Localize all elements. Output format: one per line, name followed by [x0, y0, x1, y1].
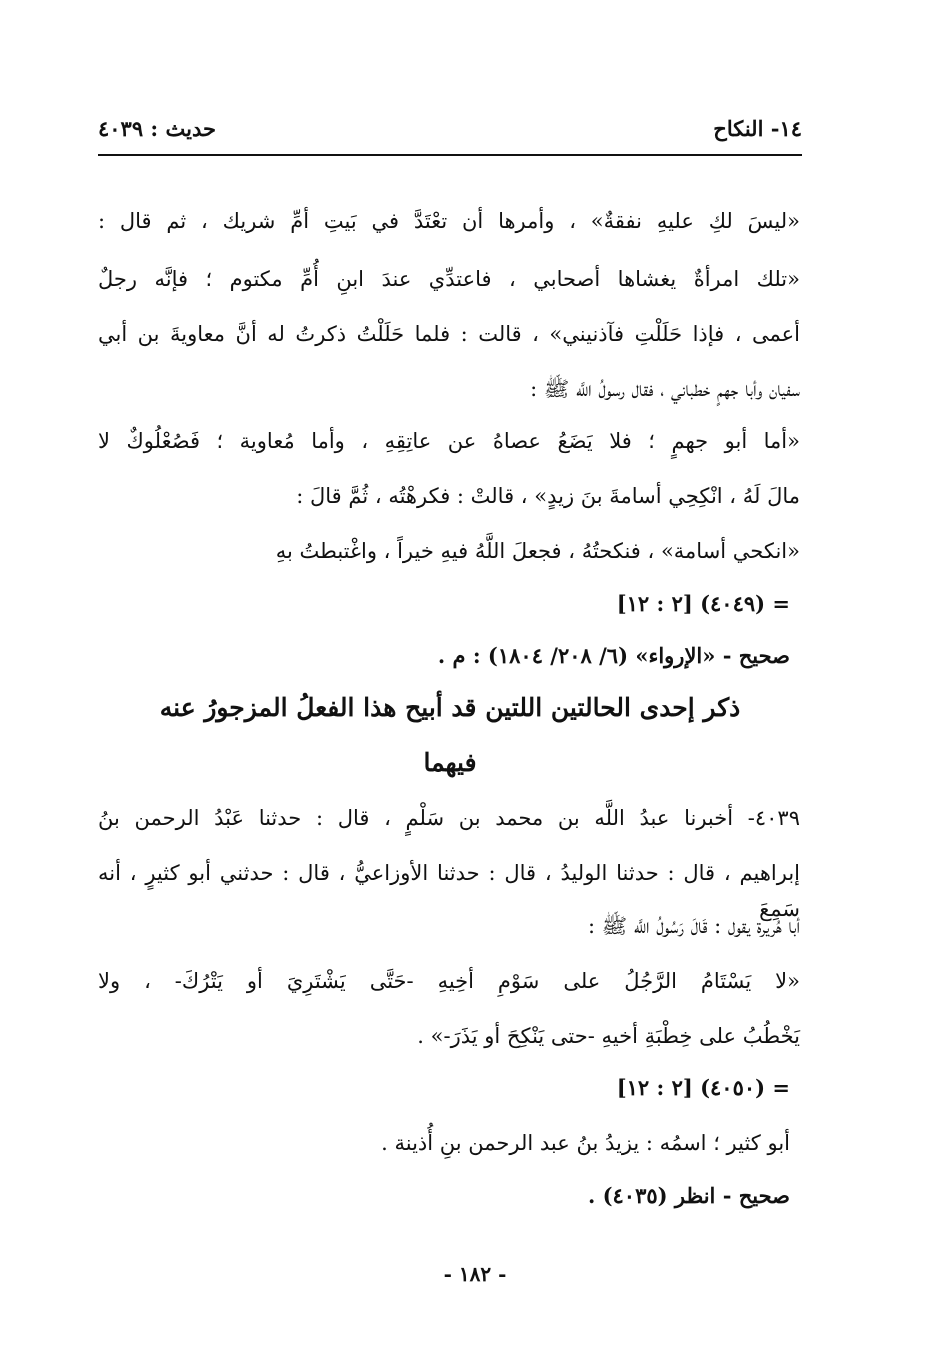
hadith-isnad-line: ٤٠٣٩- أخبرنا عبدُ اللَّه بن محمد بن سَلْمٍ ، قال : حدثنا عَبْدُ الرحمن بنُ	[98, 806, 800, 830]
grading-note: صحيح - انظر (٤٠٣٥) .	[587, 1183, 790, 1208]
hadith-isnad-line: إبراهيم ، قال : حدثنا الوليدُ ، قال : حدثنا الأوزاعيُّ ، قال : حدثني أبو كثيرٍ ، أنه سَمِعَ	[98, 861, 800, 921]
section-heading-continued: فيهما	[423, 748, 477, 777]
grading-note: صحيح - «الإرواء» (٦/ ٢٠٨/ ١٨٠٤) : م .	[437, 643, 790, 668]
text-line: «انكحي أسامة» ، فنكحتُهُ ، فجعلَ اللَّهُ فيهِ خيراً ، واغْتبطتُ بهِ	[275, 539, 800, 563]
hadith-reference: حديث : ٤٠٣٩	[98, 116, 216, 141]
cross-reference: = (٤٠٤٩) [٢ : ١٢]	[616, 591, 790, 616]
text-line: سفيان وأبا جهمٍ خطباني ، فقال رسولُ اللَّه ﷺ :	[530, 377, 800, 401]
hadith-matn-line: يَخْطُبُ على خِطْبَةِ أخيهِ -حتى يَنْكِحَ أو يَذَرَ-» .	[417, 1024, 800, 1048]
text-line: أعمى ، فإذا حَلَلْتِ فآذنيني» ، قالت : فلما حَلَلْتُ ذكرتُ له أنَّ معاويةَ بن أبي	[98, 322, 800, 346]
page-header	[98, 112, 802, 148]
cross-reference: = (٤٠٥٠) [٢ : ١٢]	[616, 1075, 790, 1100]
hadith-isnad-line: أبا هُريرة يقول : قَالَ رَسُولُ اللَّه ﷺ :	[588, 914, 800, 938]
chapter-title: ١٤- النكاح	[713, 116, 802, 141]
text-line: «أما أبو جهمٍ ؛ فلا يَضَعُ عصاهُ عن عاتِقِهِ ، وأما مُعاوية ؛ فَصُعْلُوكٌ لا	[98, 429, 800, 453]
page-number: - ١٨٢ -	[443, 1262, 507, 1286]
text-line: «تلك امرأةٌ يغشاها أصحابي ، فاعتدِّي عندَ ابنِ أُمِّ مكتوم ؛ فإنَّه رجلٌ	[98, 267, 800, 291]
hadith-matn-line: «لا يَسْتَامُ الرَّجُلُ على سَوْمِ أخِيهِ -حَتَّى يَشْتَرِيَ أو يَتْرُكَ- ، ولا	[98, 969, 800, 993]
text-line: «ليسَ لكِ عليهِ نفقةٌ» ، وأمرها أن تعْتَدَّ في بَيتِ أمِّ شريك ، ثم قال :	[98, 209, 800, 233]
section-heading: ذكر إحدى الحالتين اللتين قد أبيح هذا الفعلُ المزجورُ عنه	[159, 693, 741, 722]
text-line: مالَ لَهُ ، انْكِحِي أسامةَ بنَ زيدٍ» ، قالتْ : فكرهْتُه ، ثُمَّ قالَ :	[296, 484, 800, 508]
narrator-note: أبو كثير ؛ اسمُه : يزيدُ بنُ عبد الرحمن بنِ أُذينة .	[381, 1131, 790, 1155]
header-divider	[98, 154, 802, 156]
